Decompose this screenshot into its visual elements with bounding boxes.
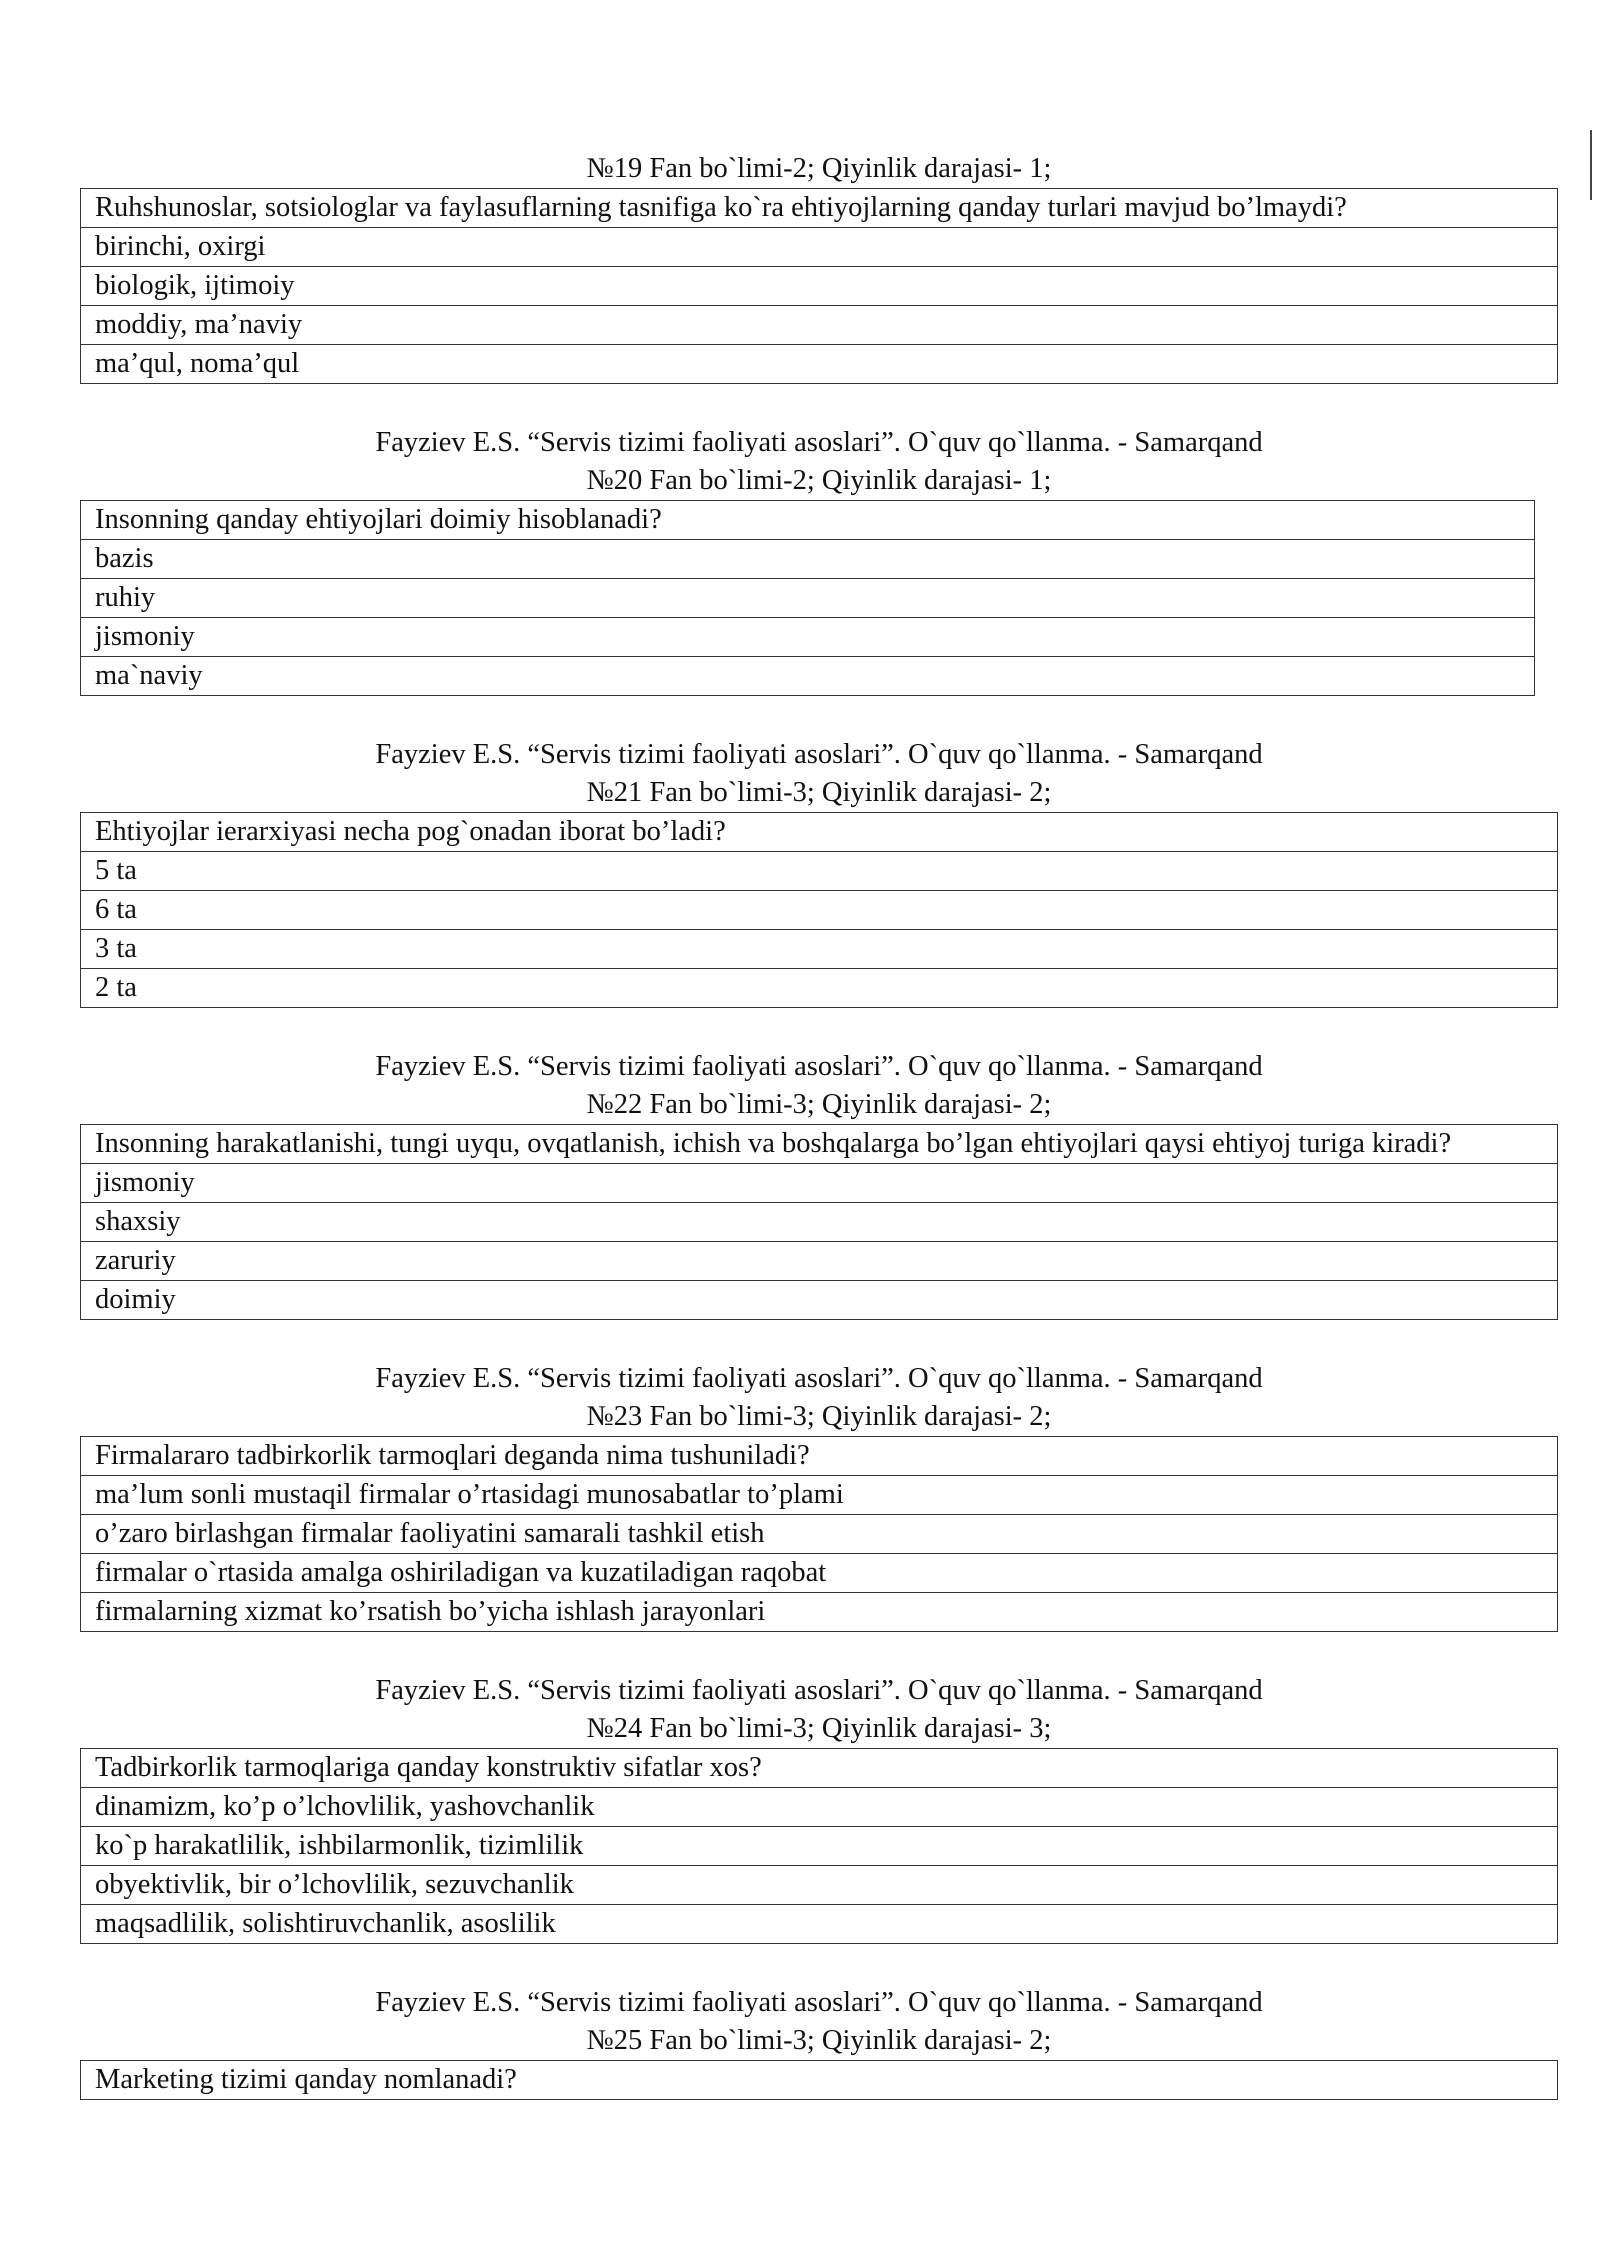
answer-option: ma`naviy (81, 657, 1535, 696)
answer-option: moddiy, ma’naviy (81, 306, 1558, 345)
answer-option: jismoniy (81, 1164, 1558, 1203)
source-reference: Fayziev E.S. “Servis tizimi faoliyati asoslari”. O`quv qo`llanma. - Samarqand (375, 427, 1263, 458)
question-block-19 (80, 150, 1558, 384)
question-table (80, 1436, 1558, 1632)
answer-option: 2 ta (81, 969, 1558, 1008)
answer-option: birinchi, oxirgi (81, 228, 1558, 267)
answer-option: ko`p harakatlilik, ishbilarmonlik, tizimlilik (81, 1827, 1558, 1866)
answer-option: ma’qul, noma’qul (81, 345, 1558, 384)
answer-option: doimiy (81, 1281, 1558, 1320)
answer-option: 6 ta (81, 891, 1558, 930)
answer-option: firmalarning xizmat ko’rsatish bo’yicha ishlash jarayonlari (81, 1593, 1558, 1632)
question-block-24 (80, 1672, 1558, 1944)
answer-option: ruhiy (81, 579, 1535, 618)
source-reference: Fayziev E.S. “Servis tizimi faoliyati asoslari”. O`quv qo`llanma. - Samarqand (375, 1987, 1263, 2018)
answer-option: shaxsiy (81, 1203, 1558, 1242)
question-table (80, 500, 1535, 696)
question-block-21 (80, 736, 1558, 1008)
answer-option: 5 ta (81, 852, 1558, 891)
source-reference: Fayziev E.S. “Servis tizimi faoliyati asoslari”. O`quv qo`llanma. - Samarqand (375, 1051, 1263, 1082)
question-block-25 (80, 1984, 1558, 2100)
question-block-23 (80, 1360, 1558, 1632)
question-header: №21 Fan bo`limi-3; Qiyinlik darajasi- 2; (586, 777, 1052, 808)
question-text: Ruhshunoslar, sotsiologlar va faylasuflarning tasnifiga ko`ra ehtiyojlarning qanday turlari mavjud bo’lmaydi? (81, 189, 1558, 228)
question-header: №20 Fan bo`limi-2; Qiyinlik darajasi- 1; (586, 465, 1052, 496)
question-table (80, 1748, 1558, 1944)
question-table (80, 2060, 1558, 2100)
answer-option: ma’lum sonli mustaqil firmalar o’rtasidagi munosabatlar to’plami (81, 1476, 1558, 1515)
question-text: Marketing tizimi qanday nomlanadi? (81, 2061, 1558, 2100)
page-edge-rule (1590, 130, 1592, 200)
answer-option: bazis (81, 540, 1535, 579)
answer-option: o’zaro birlashgan firmalar faoliyatini samarali tashkil etish (81, 1515, 1558, 1554)
question-text: Tadbirkorlik tarmoqlariga qanday konstruktiv sifatlar xos? (81, 1749, 1558, 1788)
question-text: Ehtiyojlar ierarxiyasi necha pog`onadan iborat bo’ladi? (81, 813, 1558, 852)
question-text: Insonning harakatlanishi, tungi uyqu, ovqatlanish, ichish va boshqalarga bo’lgan ehtiyojlari qaysi ehtiyoj turiga kiradi? (81, 1125, 1558, 1164)
question-text: Firmalararo tadbirkorlik tarmoqlari deganda nima tushuniladi? (81, 1437, 1558, 1476)
answer-option: obyektivlik, bir o’lchovlilik, sezuvchanlik (81, 1866, 1558, 1905)
document-body (80, 150, 1558, 2140)
answer-option: dinamizm, ko’p o’lchovlilik, yashovchanlik (81, 1788, 1558, 1827)
question-header: №19 Fan bo`limi-2; Qiyinlik darajasi- 1; (586, 153, 1052, 184)
answer-option: zaruriy (81, 1242, 1558, 1281)
source-reference: Fayziev E.S. “Servis tizimi faoliyati asoslari”. O`quv qo`llanma. - Samarqand (375, 1675, 1263, 1706)
question-header: №25 Fan bo`limi-3; Qiyinlik darajasi- 2; (586, 2025, 1052, 2056)
question-table (80, 1124, 1558, 1320)
answer-option: firmalar o`rtasida amalga oshiriladigan va kuzatiladigan raqobat (81, 1554, 1558, 1593)
question-table (80, 812, 1558, 1008)
question-table (80, 188, 1558, 384)
question-block-20 (80, 424, 1558, 696)
question-header: №24 Fan bo`limi-3; Qiyinlik darajasi- 3; (586, 1713, 1052, 1744)
question-header: №22 Fan bo`limi-3; Qiyinlik darajasi- 2; (586, 1089, 1052, 1120)
answer-option: 3 ta (81, 930, 1558, 969)
question-header: №23 Fan bo`limi-3; Qiyinlik darajasi- 2; (586, 1401, 1052, 1432)
answer-option: maqsadlilik, solishtiruvchanlik, asoslilik (81, 1905, 1558, 1944)
question-block-22 (80, 1048, 1558, 1320)
source-reference: Fayziev E.S. “Servis tizimi faoliyati asoslari”. O`quv qo`llanma. - Samarqand (375, 1363, 1263, 1394)
answer-option: jismoniy (81, 618, 1535, 657)
question-text: Insonning qanday ehtiyojlari doimiy hisoblanadi? (81, 501, 1535, 540)
answer-option: biologik, ijtimoiy (81, 267, 1558, 306)
source-reference: Fayziev E.S. “Servis tizimi faoliyati asoslari”. O`quv qo`llanma. - Samarqand (375, 739, 1263, 770)
